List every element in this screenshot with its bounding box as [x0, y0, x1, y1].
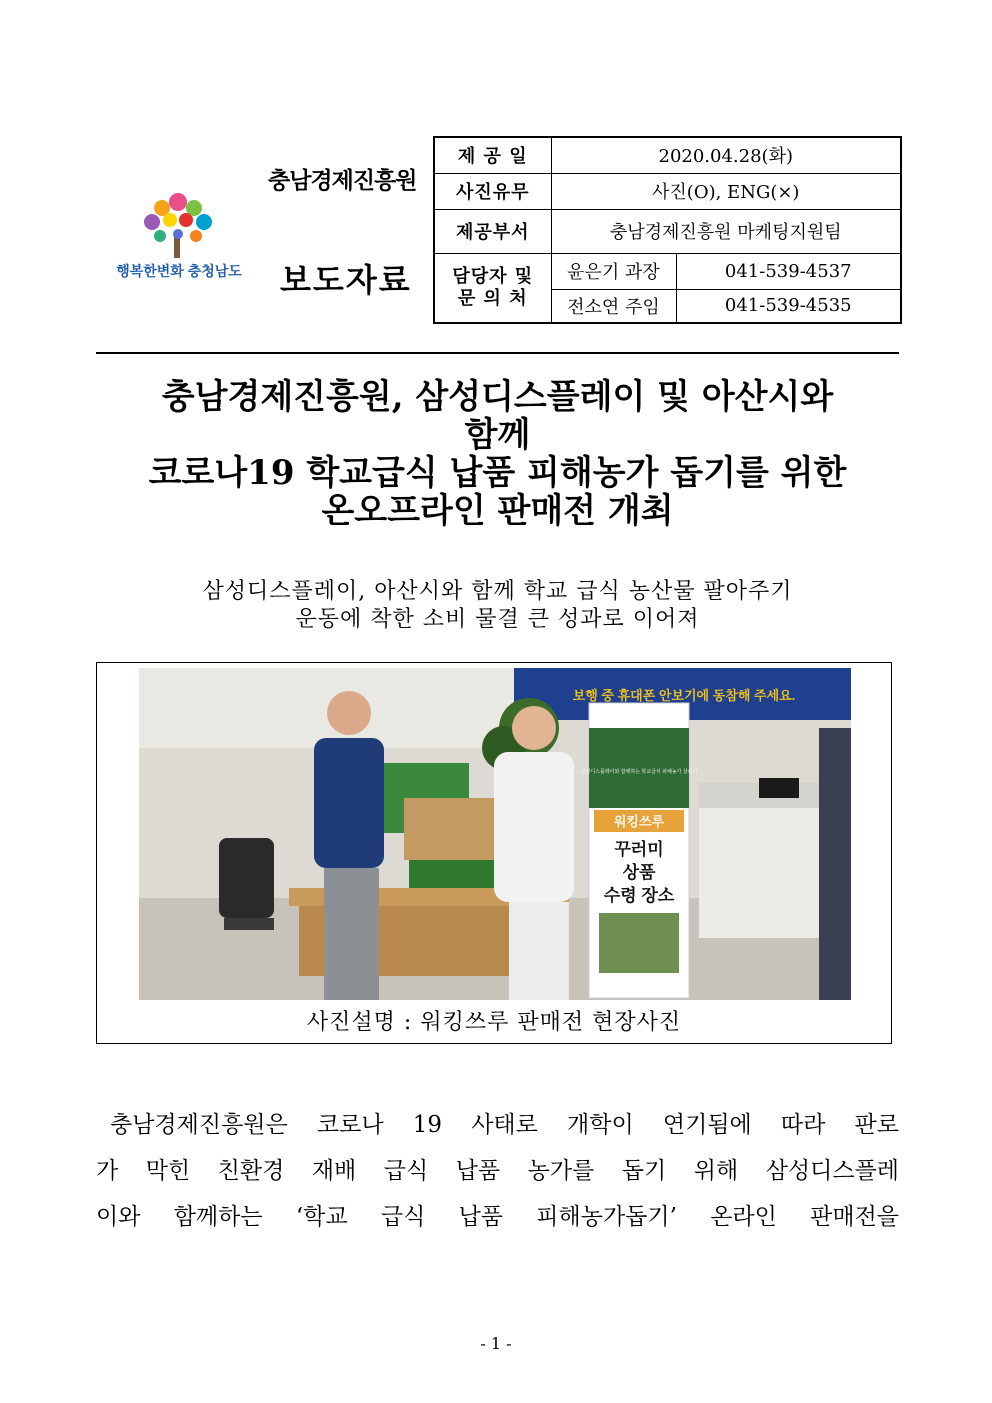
dept-value: 충남경제진흥원 마케팅지원팀 — [551, 209, 901, 253]
org-name: 충남경제진흥원 — [268, 167, 417, 194]
contact-phone-2: 041-539-4535 — [676, 289, 901, 323]
chungnam-logo — [104, 180, 254, 290]
photo-label: 사진유무 — [434, 173, 551, 209]
body-line-3: 이와 함께하는 ‘학교 급식 납품 피해농가돕기’ 온라인 판매전을 — [96, 1204, 899, 1230]
contact-label — [434, 253, 551, 323]
event-photo — [139, 668, 851, 1000]
subheadline — [96, 578, 899, 634]
standee-line-3: 수령 장소 — [603, 886, 675, 905]
contact-label-line-2: 문 의 처 — [457, 287, 528, 309]
tree-logo-icon — [144, 193, 212, 258]
standee-tag: 워킹쓰루 — [613, 814, 665, 829]
press-release-label: 보도자료 — [280, 261, 412, 299]
headline-line-4: 온오프라인 판매전 개최 — [321, 491, 674, 531]
date-label: 제 공 일 — [434, 137, 551, 173]
standee-line-2: 상품 — [622, 863, 656, 882]
banner-text: 보행 중 휴대폰 안보기에 동참해 주세요. — [572, 688, 796, 703]
date-value: 2020.04.28(화) — [551, 137, 901, 173]
photo-frame — [96, 662, 892, 1044]
contact-label-line-1: 담당자 및 — [452, 265, 534, 287]
page-number: - 1 - — [480, 1334, 512, 1353]
photo-value: 사진(O), ENG(×) — [551, 173, 901, 209]
body-line-1: 충남경제진흥원은 코로나 19 사태로 개학이 연기됨에 따라 판로 — [110, 1112, 899, 1138]
body-line-2: 가 막힌 친환경 재배 급식 납품 농가를 돕기 위해 삼성디스플레 — [96, 1158, 899, 1184]
standee-small-text: 삼성디스플레이와 함께하는 학교급식 피해농가 살리기 — [580, 769, 698, 775]
headline-line-1: 충남경제진흥원, 삼성디스플레이 및 아산시와 — [161, 377, 834, 417]
contact-name-1: 윤은기 과장 — [551, 253, 676, 289]
contact-name-2: 전소연 주임 — [551, 289, 676, 323]
headline-line-2: 함께 — [464, 415, 531, 455]
subheadline-line-1: 삼성디스플레이, 아산시와 함께 학교 급식 농산물 팔아주기 — [202, 579, 793, 604]
subheadline-line-2: 운동에 착한 소비 물결 큰 성과로 이어져 — [295, 607, 700, 632]
body-paragraph — [96, 1102, 899, 1240]
logo-text: 행복한변화 충청남도 — [116, 263, 242, 279]
contact-phone-1: 041-539-4537 — [676, 253, 901, 289]
dept-label: 제공부서 — [434, 209, 551, 253]
info-table — [433, 136, 902, 324]
photo-caption: 사진설명 : 워킹쓰루 판매전 현장사진 — [306, 1010, 682, 1035]
headline-line-3: 코로나19 학교급식 납품 피해농가 돕기를 위한 — [148, 453, 847, 493]
header-divider — [96, 352, 899, 354]
standee-line-1: 꾸러미 — [614, 840, 664, 859]
headline — [96, 378, 899, 530]
